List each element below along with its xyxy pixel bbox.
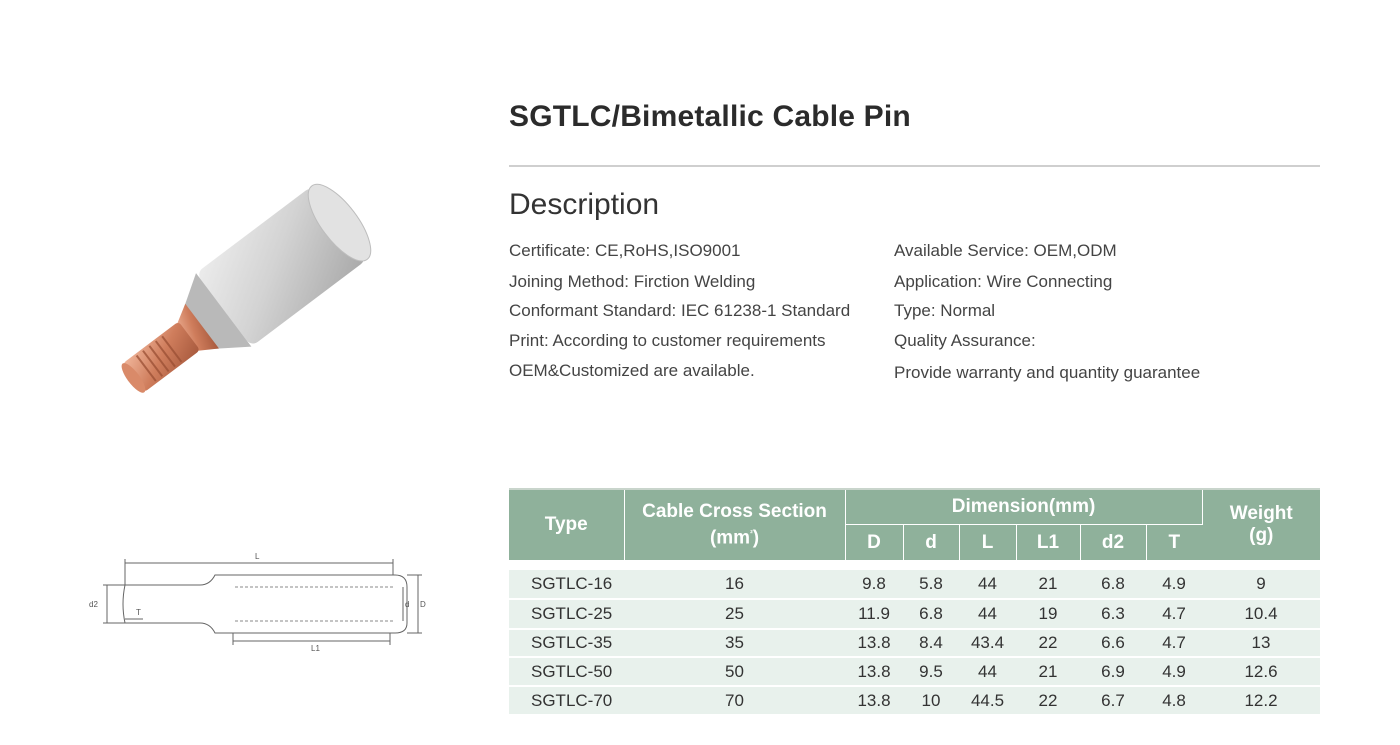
spec-guarantee: Provide warranty and quantity guarantee <box>894 363 1201 382</box>
table-cell: 10.4 <box>1202 599 1320 629</box>
col-header-cable-section: Cable Cross Section $(mm^{^2})$ <box>624 489 845 561</box>
table-cell: 6.9 <box>1080 657 1146 686</box>
table-row <box>509 569 1320 599</box>
table-row <box>509 686 1320 715</box>
table-cell: 4.7 <box>1146 599 1202 629</box>
table-cell: 11.9 <box>845 599 903 629</box>
table-cell: 22 <box>1016 629 1080 657</box>
table-cell: 9.5 <box>903 657 959 686</box>
table-cell: 4.9 <box>1146 569 1202 599</box>
table-row <box>509 599 1320 629</box>
spec-application: Application: Wire Connecting <box>894 272 1113 291</box>
type-cell: SGTLC-70 <box>509 686 624 715</box>
spec-customization: OEM&Customized are available. <box>509 361 755 380</box>
table-cell: 12.6 <box>1202 657 1320 686</box>
table-cell: 5.8 <box>903 569 959 599</box>
table-cell: 4.9 <box>1146 657 1202 686</box>
dimension-drawing <box>85 545 435 655</box>
table-cell: 13.8 <box>845 629 903 657</box>
dim-label-d2: d2 <box>89 600 98 609</box>
description-heading: Description <box>509 188 660 221</box>
table-cell: 6.7 <box>1080 686 1146 715</box>
table-cell: 19 <box>1016 599 1080 629</box>
spec-joining-method: Joining Method: Firction Welding <box>509 272 756 291</box>
table-cell: 22 <box>1016 686 1080 715</box>
table-cell: 9 <box>1202 569 1320 599</box>
spec-quality: Quality Assurance: <box>894 331 1036 350</box>
table-cell: 6.3 <box>1080 599 1146 629</box>
table-cell: 10 <box>903 686 959 715</box>
divider <box>509 165 1320 167</box>
col-header-d: d <box>903 525 959 561</box>
table-cell: 35 <box>624 629 845 657</box>
col-header-T: T <box>1146 525 1202 561</box>
col-header-weight: Weight (g) <box>1202 489 1320 561</box>
col-header-D: D <box>845 525 903 561</box>
table-cell: 6.8 <box>903 599 959 629</box>
table-cell: 13 <box>1202 629 1320 657</box>
col-header-dimension: Dimension(mm) <box>845 489 1202 525</box>
product-image <box>105 165 405 420</box>
page-title: SGTLC/Bimetallic Cable Pin <box>509 100 911 133</box>
table-cell: 16 <box>624 569 845 599</box>
table-cell: 44 <box>959 657 1016 686</box>
spec-service: Available Service: OEM,ODM <box>894 241 1117 260</box>
table-row <box>509 657 1320 686</box>
table-cell: 4.8 <box>1146 686 1202 715</box>
table-cell: 44.5 <box>959 686 1016 715</box>
spec-print: Print: According to customer requirements <box>509 331 826 350</box>
type-cell: SGTLC-16 <box>509 569 624 599</box>
dim-label-d: d <box>405 600 410 609</box>
spec-table <box>509 488 1320 716</box>
col-header-type: Type <box>509 489 624 561</box>
dim-label-L: L <box>255 552 260 561</box>
col-header-L1: L1 <box>1016 525 1080 561</box>
table-row <box>509 629 1320 657</box>
table-cell: 6.8 <box>1080 569 1146 599</box>
table-cell: 50 <box>624 657 845 686</box>
table-cell: 13.8 <box>845 686 903 715</box>
spec-standard: Conformant Standard: IEC 61238-1 Standard <box>509 301 851 320</box>
dim-label-L1: L1 <box>311 644 320 653</box>
dim-label-T: T <box>136 608 141 617</box>
table-cell: 44 <box>959 569 1016 599</box>
table-cell: 8.4 <box>903 629 959 657</box>
type-cell: SGTLC-50 <box>509 657 624 686</box>
table-cell: 13.8 <box>845 657 903 686</box>
table-cell: 12.2 <box>1202 686 1320 715</box>
col-header-L: L <box>959 525 1016 561</box>
type-cell: SGTLC-25 <box>509 599 624 629</box>
table-cell: 21 <box>1016 569 1080 599</box>
table-cell: 70 <box>624 686 845 715</box>
table-cell: 44 <box>959 599 1016 629</box>
spec-type: Type: Normal <box>894 301 996 320</box>
table-cell: 4.7 <box>1146 629 1202 657</box>
table-cell: 21 <box>1016 657 1080 686</box>
table-cell: 9.8 <box>845 569 903 599</box>
table-cell: 43.4 <box>959 629 1016 657</box>
spec-certificate: Certificate: CE,RoHS,ISO9001 <box>509 241 741 260</box>
dim-label-D: D <box>420 600 426 609</box>
table-cell: 25 <box>624 599 845 629</box>
table-cell: 6.6 <box>1080 629 1146 657</box>
col-header-d2: d2 <box>1080 525 1146 561</box>
type-cell: SGTLC-35 <box>509 629 624 657</box>
